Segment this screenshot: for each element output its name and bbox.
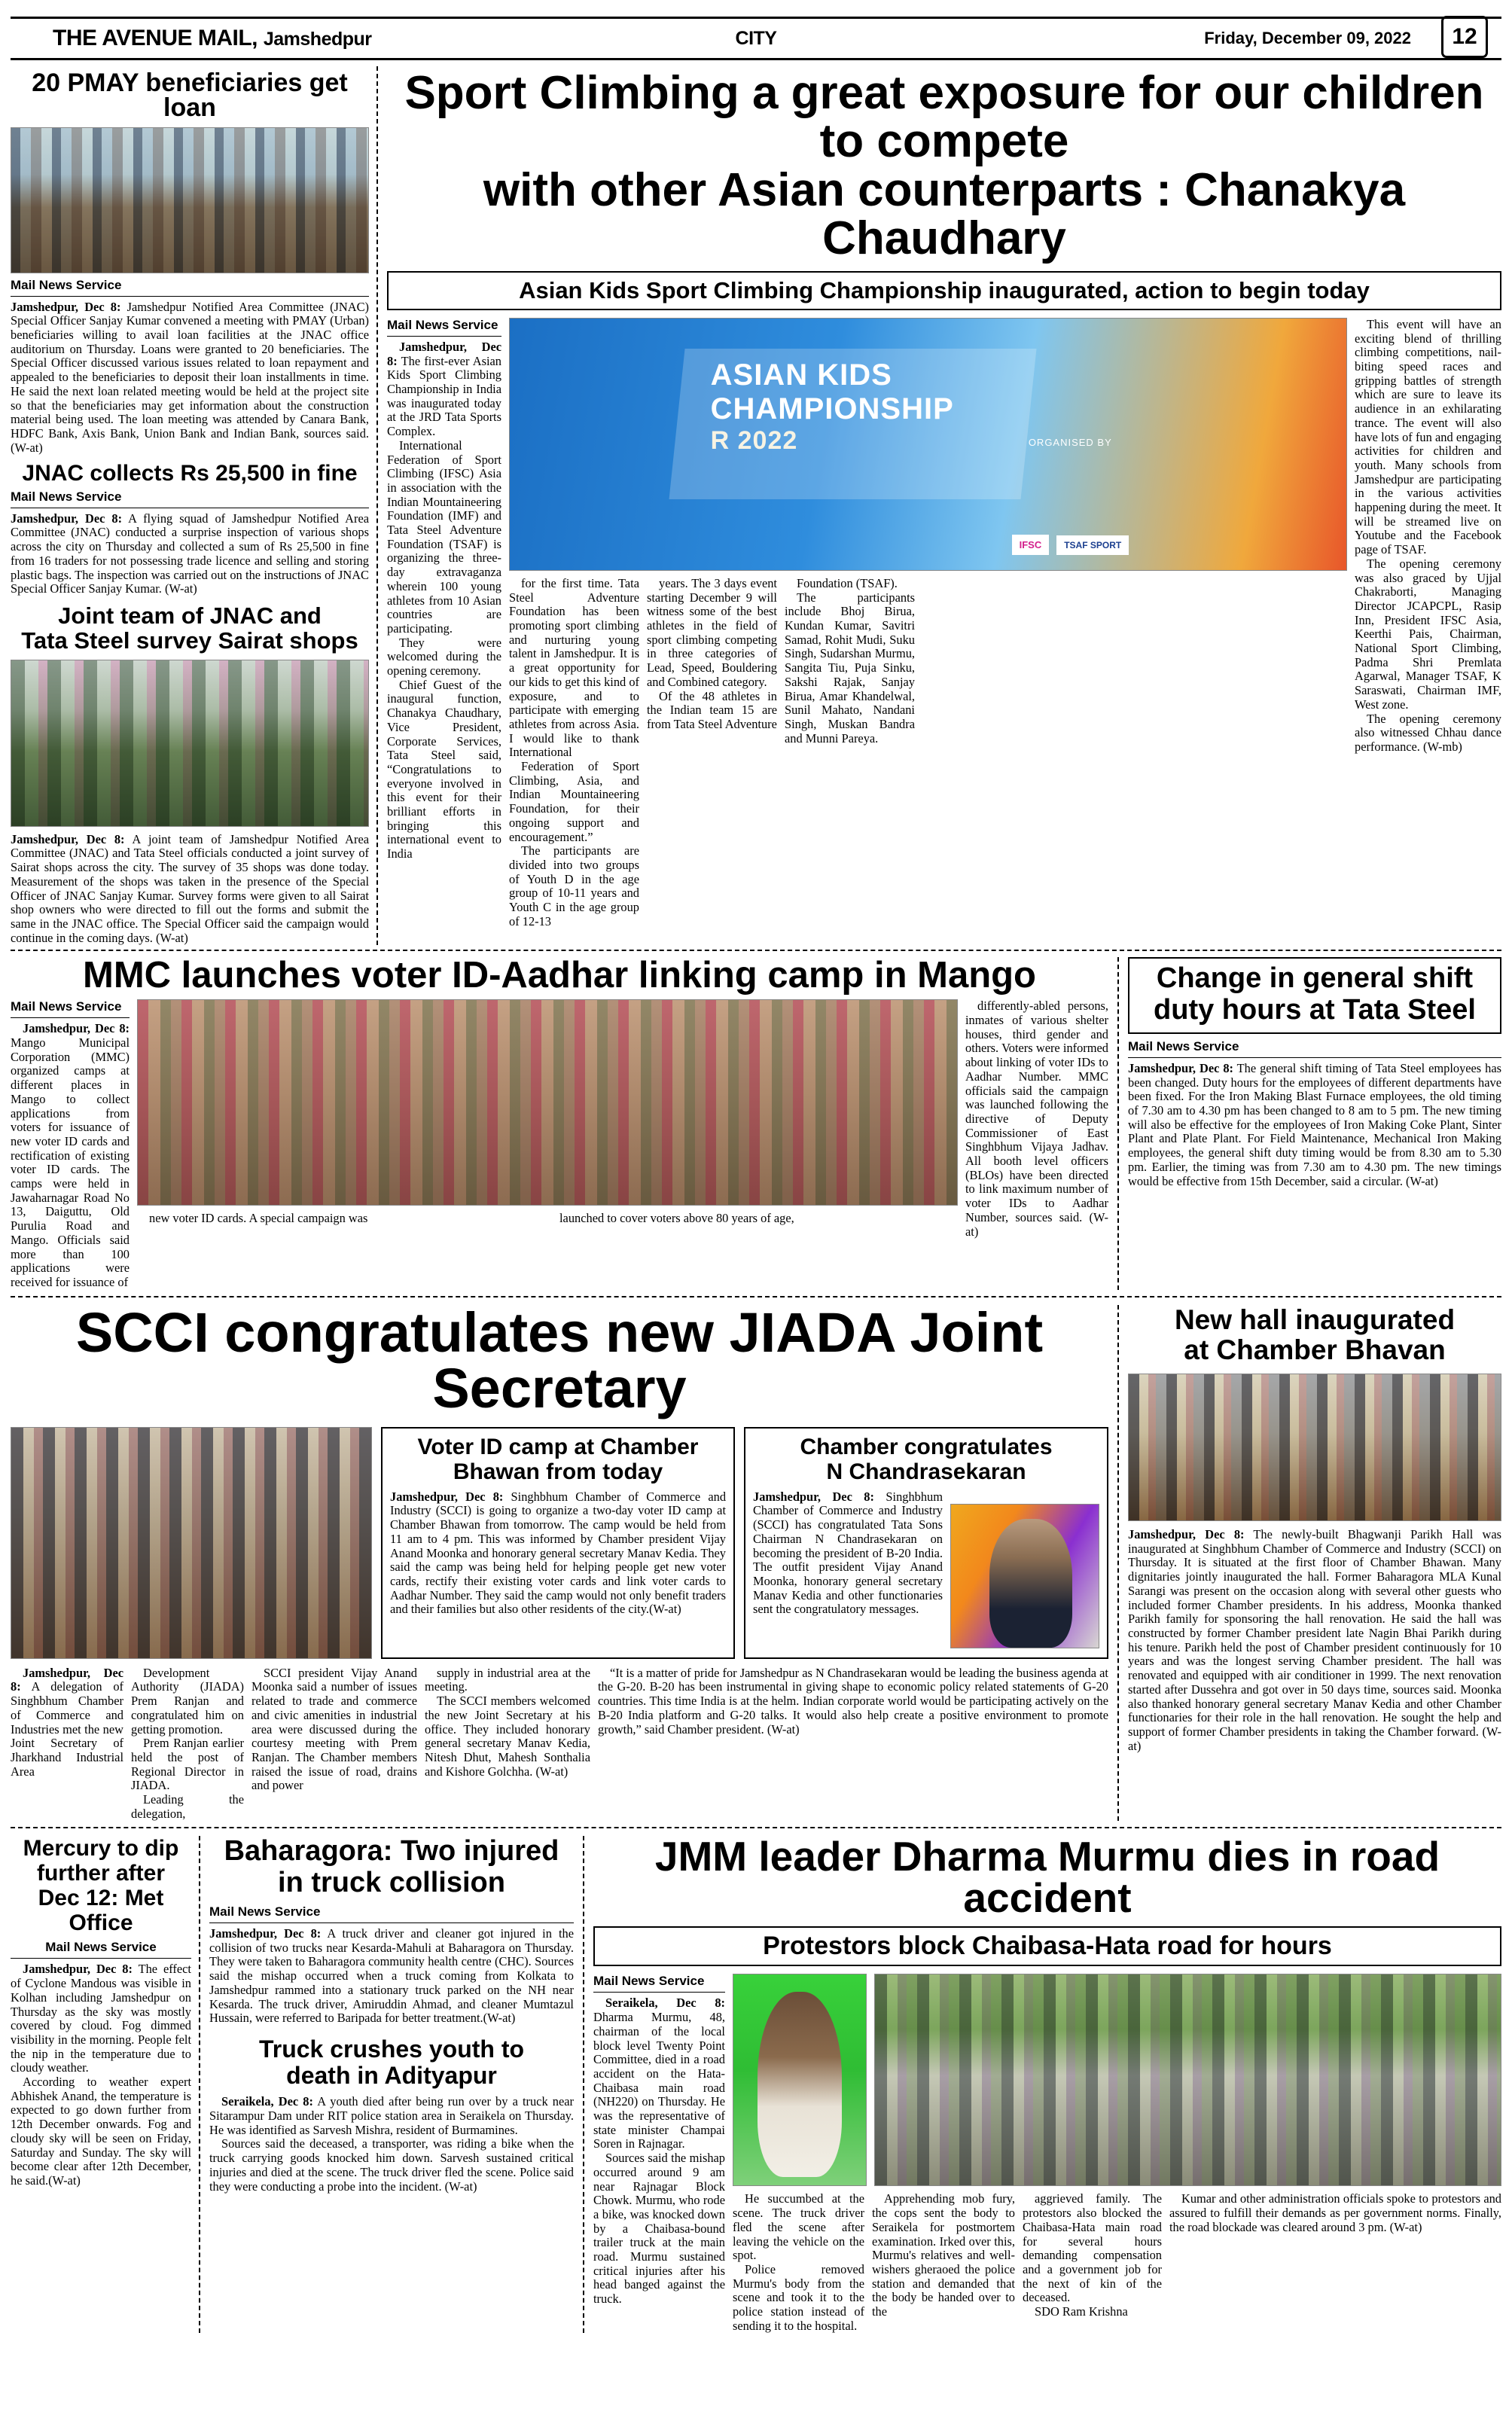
sport-climbing-col5	[1347, 318, 1501, 929]
article-sport-climbing	[376, 66, 1501, 945]
sc-c3-p1: years. The 3 days event starting December 9 will witness some of the best athletes in the field of sport climbing competing in three categories of Lead, Speed, Bouldering and Combined category.	[647, 575, 777, 689]
sc-c2-p1: for the first time. Tata Steel Adventure Foundation has been promoting sport climbing and nurturing young talent in Jamshedpur. It is a great opportunity for our kids to get this kind of exposure, and to participate with emerging athletes from across Asia. I would like to thank International	[509, 575, 640, 760]
sport-climbing-headline-line2: with other Asian counterparts : Chanakya Chaudhary	[483, 163, 1406, 265]
mercury-headline-line2: further after	[36, 1861, 166, 1886]
article-scci	[11, 1300, 1117, 1822]
jmm-c2-p1: He succumbed at the scene. The truck driver fled the scene after leaving the vehicle on the spot.	[733, 2191, 864, 2263]
truck-crushes-body-2: Sources said the deceased, a transporter, was riding a bike when the truck carrying goods knocked him down. Sarvesh sustained critical injuries and died at the scene. The truck driver fled the scene. Police said they were conducting a probe into the incident. (W-at)	[209, 2136, 574, 2194]
baharagora-column	[199, 1836, 583, 2333]
baharagora-byline: Mail News Service	[209, 1904, 574, 1923]
banner-organised-by: ORGANISED BY	[1028, 436, 1112, 448]
new-hall-photo	[1128, 1374, 1501, 1521]
sport-climbing-headline	[387, 66, 1501, 264]
page-number: 12	[1441, 16, 1488, 58]
mercury-headline	[11, 1836, 191, 1935]
jmm-c4-p1: aggrieved family. The protestors also blocked the Chaibasa-Hata main road for several hours demanding compensation and a government job for the next of kin of the deceased.	[1023, 2191, 1162, 2305]
section-label: CITY	[735, 27, 777, 49]
mercury-headline-line3: Dec 12: Met	[38, 1886, 164, 1911]
sc-c2-p3: The participants are divided into two groups of Youth D in the age group of 10-11 years and Youth C in the age group of 12-13	[509, 843, 639, 928]
article-baharagora	[209, 1836, 574, 2026]
shift-headline-line1: Change in general shift	[1156, 962, 1474, 995]
new-hall-headline-line1: New hall inaugurated	[1174, 1304, 1456, 1335]
bottom-block	[11, 1827, 1501, 2333]
shift-byline: Mail News Service	[1128, 1039, 1501, 1058]
sc-c4-p1: Foundation (TSAF).	[797, 575, 898, 590]
jmm-c4-p2: SDO Ram Krishna	[1035, 2304, 1128, 2319]
sport-climbing-headline-line1: Sport Climbing a great exposure for our children to compete	[404, 67, 1484, 168]
scci-c1: Jamshedpur, Dec 8: A delegation of Singhbhum Chamber of Commerce and Industries met the new Joint Secretary of Jharkhand Industrial Area	[11, 1665, 123, 1779]
joint-team-headline-line2: Tata Steel survey Sairat shops	[21, 627, 358, 654]
paper-city: Jamshedpur	[263, 29, 372, 50]
logo-tsaf: TSAF SPORT	[1056, 535, 1129, 555]
joint-team-headline	[11, 604, 369, 654]
new-hall-headline	[1128, 1305, 1501, 1366]
mmc-headline: MMC launches voter ID-Aadhar linking camp in Mango	[83, 955, 1036, 996]
scci-c2-p3: Leading the delegation,	[131, 1792, 244, 1821]
sc-c5-p1: This event will have an exciting blend of thrilling climbing competitions, nail-biting speed races and gripping battles of strength which are sure to leave its audience in an exhilarating trance. The event will also have lots of fun and engaging activities for children and youth. Many schools from Jamshedpur are participating in the various activities happening during the meet. It will be streamed live on Youtube and the Facebook page of TSAF.	[1355, 316, 1501, 557]
jmm-headline: JMM leader Dharma Murmu dies in road accident	[654, 1833, 1440, 1922]
publication-date: Friday, December 09, 2022	[1204, 29, 1411, 47]
scci-photo	[11, 1427, 372, 1659]
chandrasekaran-headline-line2: N Chandrasekaran	[826, 1459, 1026, 1484]
article-jnac-fine	[11, 459, 369, 596]
mmc-c4-p1: differently-abled persons, inmates of various shelter houses, third gender and others. Voters were informed about linking of voter IDs to Aadhar Number. MMC officials said the campaign was launched following the directive of Deputy Commissioner of East Singhbhum Vijaya Jadhav. All booth level officers (BLOs) have been directed to link maximum number of voter IDs to Aadhar Number, sources said. (W-at)	[965, 999, 1108, 1239]
sc-c1-p3: They were welcomed during the opening ceremony.	[387, 635, 501, 678]
pmay-body: Jamshedpur, Dec 8: Jamshedpur Notified Area Committee (JNAC) Special Officer Sanjay Kumar convened a meeting with PMAY (Urban) beneficiaries willing to avail loan facilities at the JNAC office auditorium on Thursday. Loans were granted to 20 beneficiaries. The Special Officer discussed various issues related to loan repayment and appealed to the beneficiaries to deposit their loan installments in time. He said the next loan related meeting would be held at the project site so that the beneficiaries may get information about the construction material being used. The loan meeting was attended by Canara Bank, HDFC Bank, Axis Bank, Union Bank and Indian Bank, sources said. (W-at)	[11, 299, 369, 455]
chandrasekaran-body-1: Jamshedpur, Dec 8: Singhbhum Chamber of Commerce and Industry (SCCI) has congratulated Tata Sons Chairman N Chandrasekaran on becoming the president of B-20 India. The outfit president Vijay Anand Moonka, honorary general secretary Manav Kedia and other functionaries sent the congratulatory messages.	[753, 1490, 1099, 1617]
photo-banner-text	[711, 358, 954, 455]
left-column-top	[11, 66, 376, 945]
mercury-headline-line1: Mercury to dip	[23, 1836, 179, 1862]
banner-line-3: R 2022	[710, 425, 798, 455]
new-hall-body: Jamshedpur, Dec 8: The newly-built Bhagwanji Parikh Hall was inaugurated at Singhbhum Chamber of Commerce and Industry (SCCI) on Thursday. It is situated at the first floor of Chamber Bhawan. Many dignitaries jointly inaugurated the hall. Former Baharagora MLA Kunal Sarangi was present on the occasion along with several other guests who included former Chamber presidents. In his address, Moonka thanked Parikh family for sponsoring the hall renovation. He said the hall was constructed by former Chamber president late Nagin Bhai Parikh during his tenure. Parikh held the post of Chamber president continuously for 10 years and was the longest serving Chamber president. The hall was renovated and equipped with air conditioner in 1999. The next renovation started after Dussehra and got over in 50 days time, sources said. Moonka also thanked honorary general secretary Manav Kedia and other Chamber functionaries for their role in the hall renovation. He sought the help and support of former Chamber presidents in taking the Chamber forward. (W-at)	[1128, 1527, 1501, 1753]
jmm-c3-p1: Apprehending mob fury, the cops sent the body to Seraikela for postmortem examination. Irked over this, Murmu's relatives and well-wishers gheraoed the police station and demanded that the body be handed over to the	[872, 2191, 1015, 2319]
article-shift	[1117, 957, 1501, 1289]
mercury-body-1: Jamshedpur, Dec 8: The effect of Cyclone Mandous was visible in Kolhan including Jamshedpur on Thursday as the sky was mostly covered by cloud. Fog dimmed visibility in the morning. People felt the nip in the temperature due to cloudy weather.	[11, 1962, 191, 2075]
chandrasekaran-photo	[950, 1504, 1099, 1648]
shift-headline-line2: duty hours at Tata Steel	[1154, 994, 1476, 1026]
mmc-block	[11, 950, 1501, 1289]
mmc-c1-p1: Jamshedpur, Dec 8: Mango Municipal Corporation (MMC) organized camps at different places in Mango to collect applications from voters for issuance of new voter ID cards and rectification of existing voter ID cards. The camps were held in Jawaharnagar Road No 13, Daiguttu, Old Purulia Road and Mango. Officials said more than 100 applications were received for issuance of	[11, 1021, 130, 1289]
jmm-c1-p2: Sources said the mishap occurred around 9 am near Rajnagar Block Chowk. Murmu, who rode a bike, was knocked down by a Chaibasa-bound trailer truck at the main road. Murmu sustained critical injuries after his head banged against the truck.	[593, 2151, 725, 2307]
mmc-c3-p1: launched to cover voters above 80 years of age,	[559, 1211, 794, 1226]
sport-climbing-photo	[509, 318, 1347, 571]
article-chandrasekaran	[744, 1427, 1108, 1659]
article-mercury	[11, 1836, 199, 2333]
sport-climbing-col2	[509, 577, 647, 929]
sc-c4-p2: The participants include Bhoj Birua, Kundan Kumar, Savitri Samad, Rohit Mudi, Suku Singh, Sudarshan Murmu, Sangita Tiu, Puja Sinku, Sakshi Rajak, Sanjay Birua, Amar Khandelwal, Sunil Mahato, Nandani Singh, Muskan Bandra and Munni Pareya.	[785, 590, 915, 746]
chandrasekaran-body-2: “It is a matter of pride for Jamshedpur as N Chandrasekaran would be leading the business agenda at the G-20. B-20 has been instrumental in giving shape to economic policy related statements of G-20 countries. This time India is at the helm. Indian corporate world would be participating actively on the B-20 India platform and G-20 talks. It would also help create a positive environment to promote growth,” said Chamber president. (W-at)	[598, 1665, 1108, 1737]
sport-climbing-col1	[387, 318, 509, 929]
mmc-byline: Mail News Service	[11, 999, 130, 1018]
truck-crushes-headline-line2: death in Adityapur	[286, 2062, 497, 2090]
mmc-col1	[11, 999, 137, 1289]
sport-climbing-byline: Mail News Service	[387, 318, 501, 337]
scci-c4-p2: The SCCI members welcomed the new Joint Secretary at his office. They included honorary general secretary Manav Kedia, Nitesh Dhut, Mahesh Sonthalia and Kishore Golchha. (W-at)	[425, 1694, 590, 1779]
sport-climbing-col3	[647, 577, 785, 929]
truck-crushes-headline	[209, 2036, 574, 2089]
shift-body: Jamshedpur, Dec 8: The general shift timing of Tata Steel employees has been changed. Duty hours for the employees of different departments have been fixed. For the Iron Making Blast Furnace employees, the old timing of 7.30 am to 4.30 pm has been changed to 8 am to 5 pm. The new timing will also be effective for the employees of Iron Making Coke Plant, Sinter Plant and Plate Plant. For Field Maintenance, Mechanical Iron Making employees, the general shift duty timing would be from 8.30 am to 5.30 pm. Earlier, the timing was from 7.30 am to 4.30 pm. The new timings would be effective from 15th December, said a circular. (W-at)	[1128, 1060, 1501, 1188]
joint-team-headline-line1: Joint team of JNAC and	[58, 602, 322, 629]
scci-c2-p2: Prem Ranjan earlier held the post of Regional Director in JIADA.	[131, 1736, 244, 1793]
jnac-fine-byline: Mail News Service	[11, 489, 369, 508]
article-new-hall	[1117, 1305, 1501, 1822]
jnac-fine-body: Jamshedpur, Dec 8: A flying squad of Jamshedpur Notified Area Committee (JNAC) conducted a surprise inspection of various shops across the city on Thursday and collected a sum of Rs 25,500 in fine from 16 traders for not possessing trade licence and selling and storing plastic bags. The inspection was carried out on the instructions of JNAC Special Officer Sanjay Kumar. (W-at)	[11, 511, 369, 596]
truck-crushes-headline-line1: Truck crushes youth to	[258, 2035, 525, 2063]
mmc-photo	[137, 999, 958, 1206]
jmm-c1-p1: Seraikela, Dec 8: Dharma Murmu, 48, chairman of the local block level Twenty Point Committee, died in a road accident on the Hata-Chaibasa main road (NH220) on Thursday. He was the representative of state minister Champai Soren in Rajnagar.	[593, 1996, 725, 2151]
jmm-col1	[593, 1974, 733, 2333]
paper-name: THE AVENUE MAIL,	[53, 26, 258, 50]
baharagora-headline-line2: in truck collision	[278, 1867, 505, 1899]
shift-headline	[1134, 963, 1495, 1026]
chandrasekaran-headline-line1: Chamber congratulates	[800, 1434, 1053, 1459]
sc-c3-p2: Of the 48 athletes in the Indian team 15 are from Tata Steel Adventure	[647, 688, 777, 731]
newspaper-page	[0, 17, 1512, 2418]
baharagora-headline	[209, 1836, 574, 1899]
sc-c1-p2: International Federation of Sport Climbing (IFSC) Asia in association with the Indian Mountaineering Foundation (IMF) and Tata Steel Adventure Foundation (TSAF) is organizing the three-day extravaganza wherein 100 young athletes from 10 Asian countries are participating.	[387, 438, 501, 636]
scci-c3: SCCI president Vijay Anand Moonka said a number of issues related to trade and commerce and civic amenities in industrial area were discussed during the courtesy meeting with Prem Ranjan. The Chamber members raised the issue of road, drains and power	[251, 1665, 417, 1793]
jmm-c2-p2: Police removed Murmu's body from the scene and took it to the police station instead of sending it to the hospital.	[733, 2261, 864, 2333]
jnac-fine-headline: JNAC collects Rs 25,500 in fine	[22, 461, 358, 486]
jmm-c5-p1: Kumar and other administration officials spoke to protestors and assured to fulfill their demands as per government norms. Finally, the road blockade was cleared around 3 pm. (W-at)	[1169, 2191, 1501, 2234]
sc-c5-p2: The opening ceremony was also graced by Ujjal Chakraborti, Managing Director JCAPCPL, Rasip Inn, President IFSC Asia, Keerthi Pais, Chairman, National Sport Climbing, Padma Shri Premlata Agarwal, Manager TSAF, K Saraswati, Chairman IMF, West zone.	[1355, 556, 1501, 712]
mercury-body-2: According to weather expert Abhishek Anand, the temperature is expected to go down further from 12th December onwards. Fog and cloudy sky will be seen on Friday, Saturday and Sunday. The sky will become clear after 12th December, he said.(W-at)	[11, 2075, 191, 2188]
pmay-headline: 20 PMAY beneficiaries get loan	[32, 69, 348, 123]
scci-block	[11, 1296, 1501, 1822]
article-pmay	[11, 66, 369, 455]
jmm-kicker: Protestors block Chaibasa-Hata road for hours	[593, 1926, 1501, 1966]
truck-crushes-body-1: Seraikela, Dec 8: A youth died after being run over by a truck near Sitarampur Dam under RIT police station area in Seraikela on Thursday. He was identified as Sarvesh Mishra, resident of Burmamines.	[209, 2094, 574, 2137]
scci-headline: SCCI congratulates new JIADA Joint Secretary	[75, 1300, 1044, 1419]
joint-team-body: Jamshedpur, Dec 8: A joint team of Jamshedpur Notified Area Committee (JNAC) and Tata Steel officials conducted a joint survey of Sairat shops across the city. The survey of 35 shops was done today. Measurement of the shops was taken in the presence of the Special Officer of JNAC Sanjay Kumar. Survey forms were given to all Sairat shop owners who were directed to fill out the forms and submit the same in the JNAC office. The Special Officer said the campaign would continue in the coming days. (W-at)	[11, 831, 369, 945]
jmm-portrait-photo	[733, 1974, 867, 2186]
pmay-photo	[11, 127, 369, 273]
voter-camp-headline-line1: Voter ID camp at Chamber	[417, 1434, 699, 1459]
masthead	[11, 17, 1501, 60]
sc-c2-p2: Federation of Sport Climbing, Asia, and Indian Mountaineering Foundation, for their ongoing support and encouragement.”	[509, 759, 639, 844]
scci-c4-p1: supply in industrial area at the meeting.	[425, 1665, 590, 1694]
sc-c5-p3: The opening ceremony also witnessed Chhau dance performance. (W-mb)	[1355, 711, 1501, 754]
banner-line-1: ASIAN KIDS	[710, 358, 892, 392]
joint-team-photo	[11, 660, 369, 827]
mmc-c2-p1: new voter ID cards. A special campaign was	[149, 1211, 368, 1226]
chandrasekaran-headline	[753, 1435, 1099, 1484]
voter-camp-headline-line2: Bhawan from today	[453, 1459, 663, 1484]
mercury-byline: Mail News Service	[11, 1940, 191, 1959]
mercury-headline-line4: Office	[69, 1910, 133, 1936]
article-truck-crushes	[209, 2036, 574, 2194]
pmay-byline: Mail News Service	[11, 278, 369, 297]
scci-c2-p1: Development Authority (JIADA) Prem Ranjan and congratulated him on getting promotion.	[131, 1665, 244, 1737]
baharagora-body: Jamshedpur, Dec 8: A truck driver and cleaner got injured in the collision of two trucks near Kesarda-Mahuli at Baharagora on Thursday. They were taken to Baharagora community health centre (CHC). Sources said the mishap occurred when a truck coming from Kolkata to Jamshedpur rammed into a stationary truck parked on the NH near Kesarda. The truck driver, Amiruddin Ahmad, and cleaner Mumtazul Hussain, were referred to Baripada for better treatment.(W-at)	[209, 1926, 574, 2026]
banner-line-2: CHAMPIONSHIP	[710, 392, 954, 426]
article-mmc	[11, 957, 1117, 1289]
sc-c1-p4: Chief Guest of the inaugural function, Chanakya Chaudhary, Vice President, Corporate Services, Tata Steel said, “Congratulations to everyone involved in this event for their brilliant efforts in bringing this international event to India	[387, 677, 501, 861]
baharagora-headline-line1: Baharagora: Two injured	[224, 1835, 559, 1868]
voter-camp-body: Jamshedpur, Dec 8: Singhbhum Chamber of Commerce and Industry (SCCI) is going to organize a two-day voter ID camp at Chamber Bhawan from tomorrow. The camp would be held from 11 am to 4 pm. This was informed by Chamber president Vijay Anand Moonka and honorary general secretary Manav Kedia. They said the camp was being held for helping people get new voter cards, rectify their existing voter cards and link voter cards to Aadhar Number. They said the camp would not only benefit traders and their families but also other residents of the city.(W-at)	[390, 1489, 727, 1617]
article-jmm	[583, 1833, 1501, 2333]
article-voter-camp	[381, 1427, 744, 1659]
jmm-byline: Mail News Service	[593, 1974, 725, 1993]
sport-climbing-col4	[785, 577, 922, 929]
sc-c1-p1: Jamshedpur, Dec 8: The first-ever Asian Kids Sport Climbing Championship in India was inaugurated today at the JRD Tata Sports Complex.	[387, 339, 501, 439]
jmm-crowd-photo	[874, 1974, 1501, 2186]
sport-climbing-kicker: Asian Kids Sport Climbing Championship inaugurated, action to begin today	[387, 271, 1501, 310]
voter-camp-headline	[390, 1435, 726, 1484]
logo-ifsc: IFSC	[1012, 535, 1050, 555]
article-joint-team	[11, 604, 369, 945]
new-hall-headline-line2: at Chamber Bhavan	[1184, 1334, 1446, 1366]
masthead-title	[11, 26, 372, 51]
